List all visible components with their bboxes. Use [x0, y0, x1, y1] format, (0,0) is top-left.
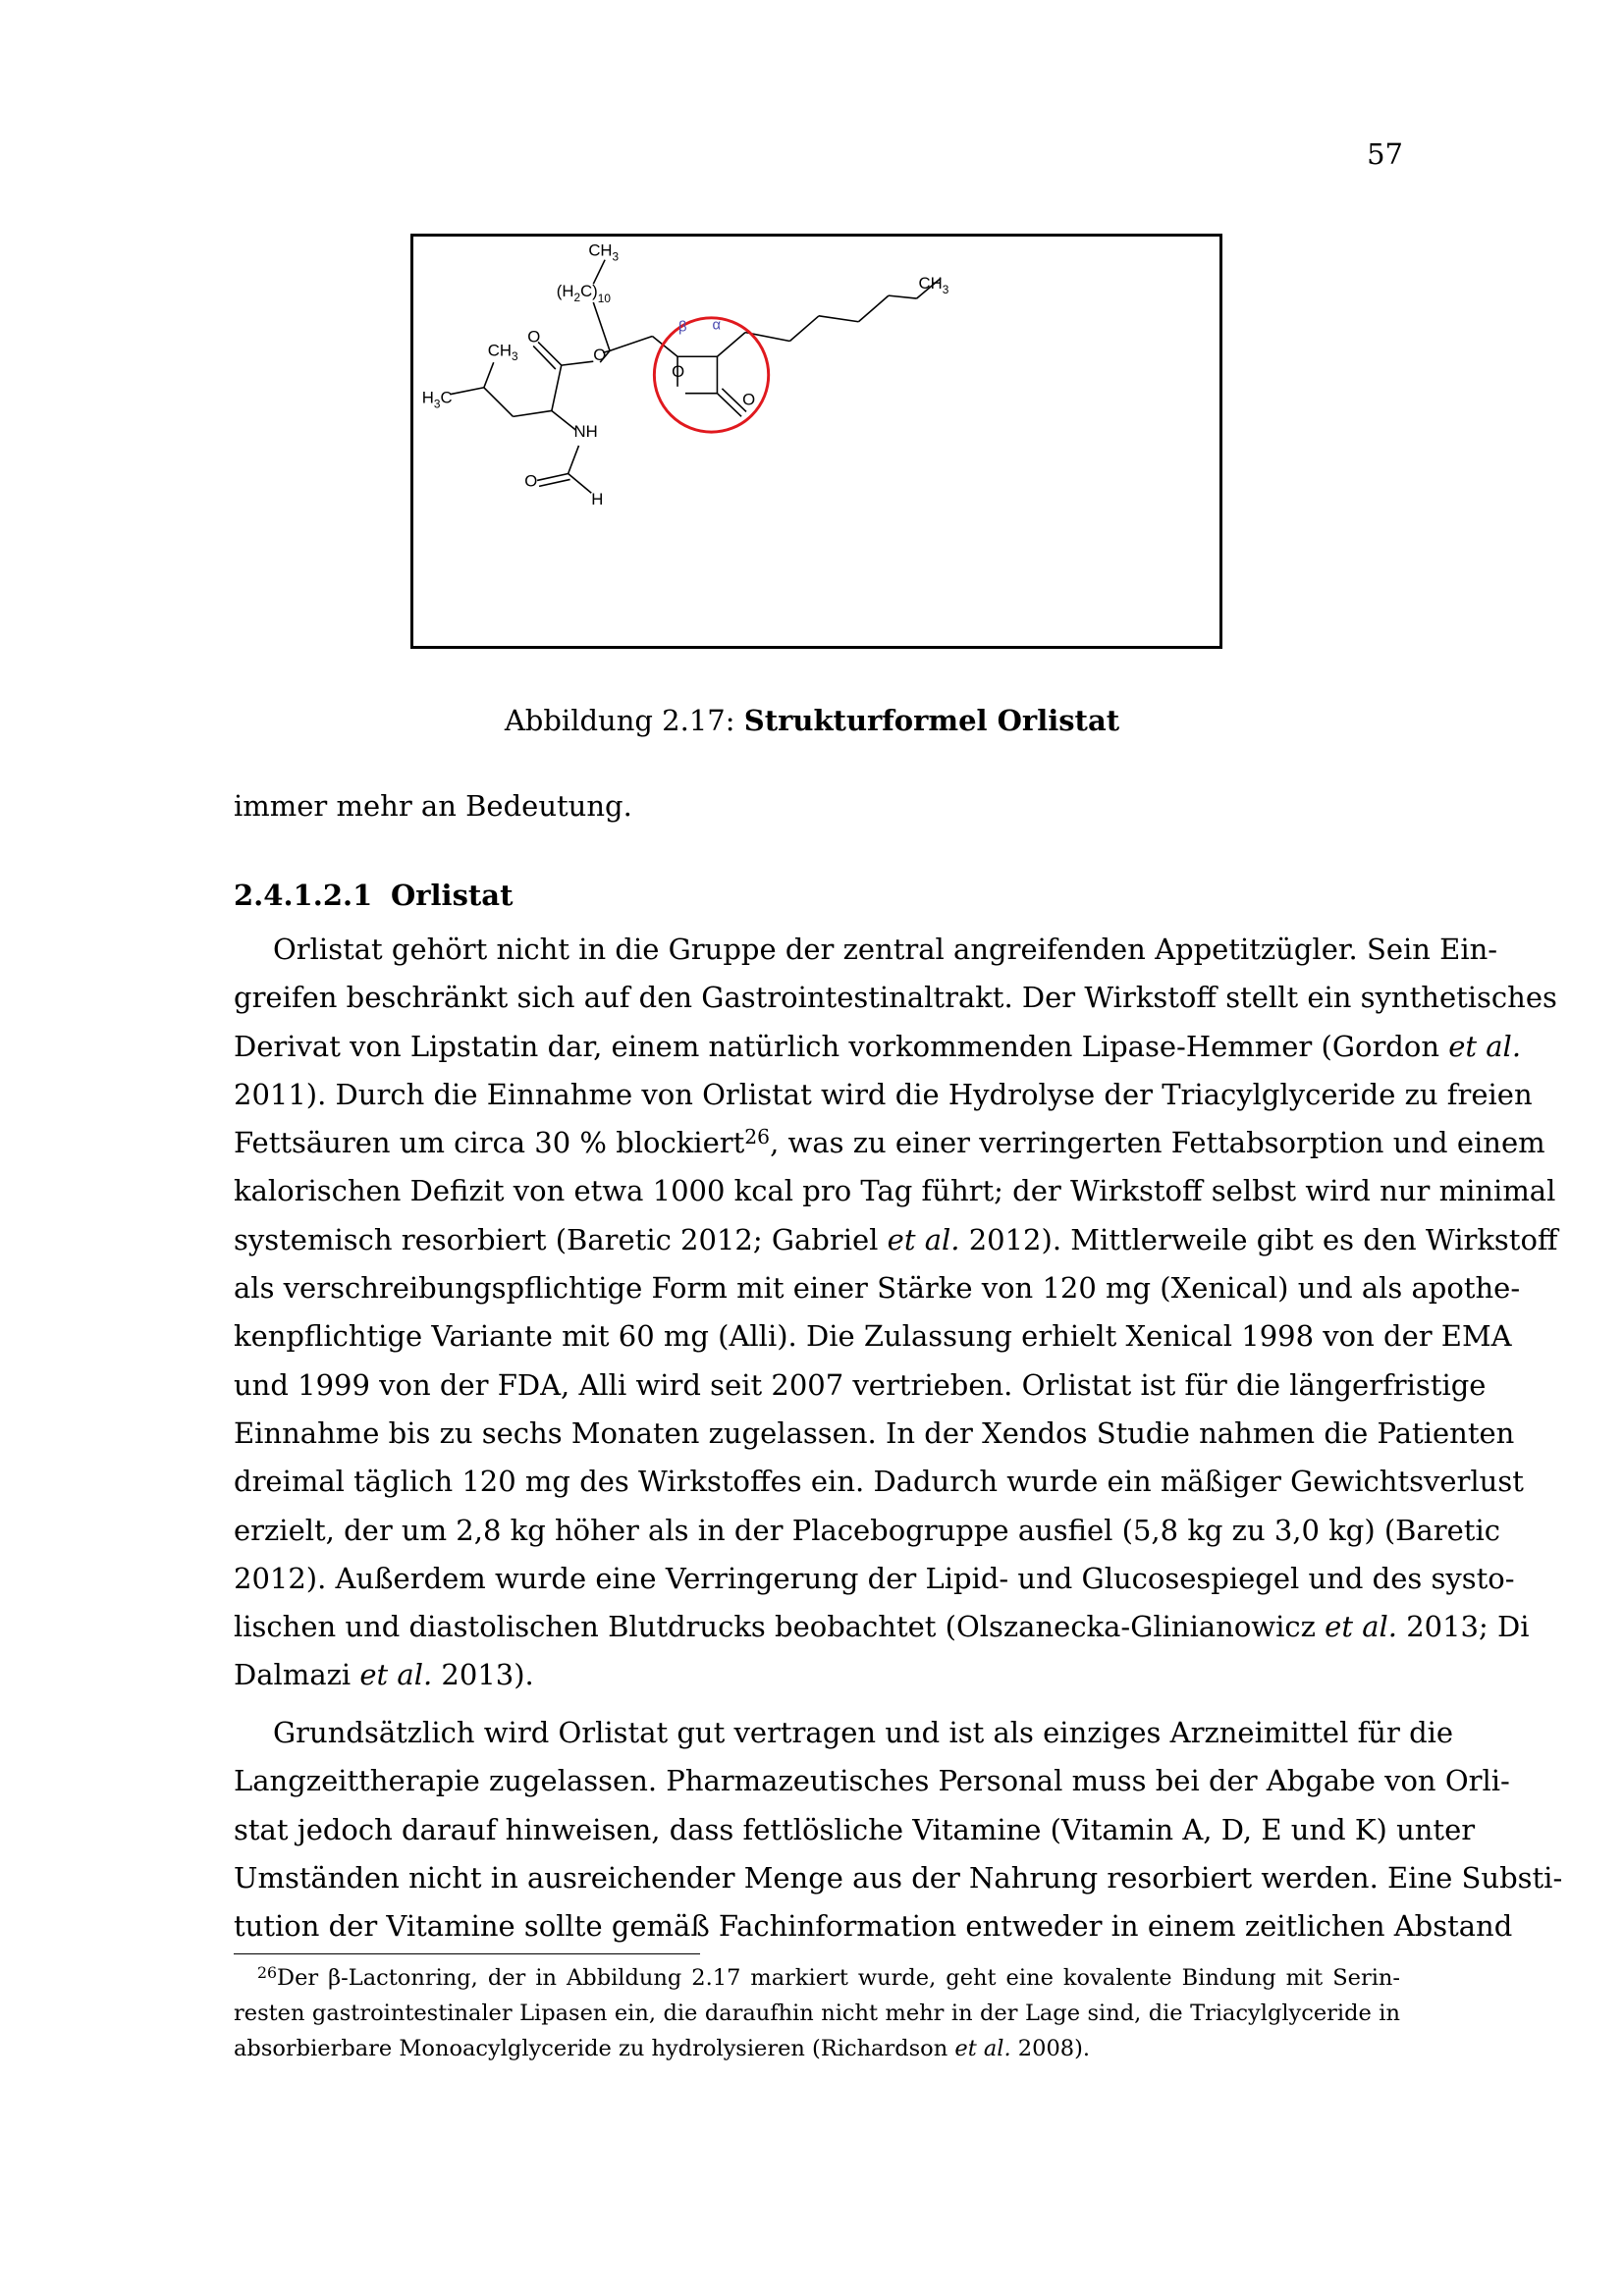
bond-lines	[450, 260, 941, 494]
text-line: lischen und diastolischen Blutdrucks beobachtet (Olszanecka-Glinianowicz et al. 2013; Di	[234, 1610, 1530, 1644]
label-ch3-top: $CH_3$	[588, 240, 620, 264]
text-line: Dalmazi et al. 2013).	[234, 1658, 534, 1692]
text-line: Einnahme bis zu sechs Monaten zugelassen. In der Xendos Studie nahmen die Patienten	[234, 1415, 1515, 1450]
caption-title: Strukturformel Orlistat	[743, 704, 1120, 737]
label-h2c-10: $(H_2C)_{10}$	[556, 282, 611, 306]
text-line: kalorischen Defizit von etwa 1000 kcal pro Tag führt; der Wirkstoff selbst wird nur minimal	[234, 1174, 1556, 1208]
label-h3c: $H_3C$	[421, 388, 453, 411]
caption-prefix: Abbildung 2.17:	[504, 704, 744, 737]
text-line: stat jedoch darauf hinweisen, dass fettlösliche Vitamine (Vitamin A, D, E und K) unter	[234, 1812, 1476, 1846]
text-line: 2012). Außerdem wurde eine Verringerung der Lipid- und Glucosespiegel und des systo-	[234, 1561, 1515, 1595]
footnote-line: absorbierbare Monoacylglyceride zu hydrolysieren (Richardson et al. 2008).	[234, 2036, 1090, 2061]
label-nh: NH	[573, 422, 598, 442]
label-h-formyl: H	[591, 490, 604, 509]
label-beta: β	[678, 319, 687, 336]
text-line: immer mehr an Bedeutung.	[234, 789, 632, 823]
text-line: kenpflichtige Variante mit 60 mg (Alli). Die Zulassung erhielt Xenical 1998 von der EMA	[234, 1319, 1512, 1354]
text-line: und 1999 von der FDA, Alli wird seit 2007 vertrieben. Orlistat ist für die längerfristige	[234, 1367, 1487, 1402]
text-line: Langzeittherapie zugelassen. Pharmazeutisches Personal muss bei der Abgabe von Orli-	[234, 1764, 1510, 1798]
footnote-line: resten gastrointestinaler Lipasen ein, die daraufhin nicht mehr in der Lage sind, die Triacylglyceride in	[234, 2001, 1400, 2026]
footnote-line: $^{26}$Der β-Lactonring, der in Abbildung 2.17 markiert wurde, geht eine kovalente Bindung mit Serin-	[257, 1962, 1400, 1991]
text-line: 2011). Durch die Einnahme von Orlistat wird die Hydrolyse der Triacylglyceride zu freien	[234, 1077, 1533, 1111]
label-o-ring-carbonyl: O	[742, 390, 756, 409]
section-title: Orlistat	[391, 879, 514, 912]
section-number: 2.4.1.2.1	[234, 879, 373, 912]
text-line: Derivat von Lipstatin dar, einem natürlich vorkommenden Lipase-Hemmer (Gordon et al.	[234, 1029, 1522, 1063]
footnote-mark: 26	[257, 1962, 278, 1982]
continuation-text	[234, 782, 1400, 830]
figure-caption	[0, 704, 1624, 737]
text-line: Grundsätzlich wird Orlistat gut vertragen und ist als einziges Arzneimittel für die	[273, 1716, 1454, 1749]
footnote-ref: 26	[744, 1125, 771, 1149]
label-o-formyl: O	[524, 471, 538, 491]
orlistat-structure-diagram	[413, 237, 1219, 646]
text-line: dreimal täglich 120 mg des Wirkstoffes ein. Dadurch wurde ein mäßiger Gewichtsverlust	[234, 1465, 1524, 1499]
figure-structural-formula	[410, 234, 1222, 649]
footnote-divider	[234, 1953, 700, 1954]
text-line: Fettsäuren um circa 30 % blockiert$^{26}$, was zu einer verringerten Fettabsorption und einem	[234, 1125, 1545, 1160]
label-alpha: α	[712, 317, 722, 334]
text-line: tution der Vitamine sollte gemäß Fachinformation entweder in einem zeitlichen Abstand	[234, 1909, 1513, 1944]
text-line: als verschreibungspflichtige Form mit einer Stärke von 120 mg (Xenical) und als apothe-	[234, 1271, 1521, 1306]
text-line: greifen beschränkt sich auf den Gastrointestinaltrakt. Der Wirkstoff stellt ein synthetisches	[234, 981, 1557, 1015]
text-line: Umständen nicht in ausreichender Menge aus der Nahrung resorbiert werden. Eine Substi-	[234, 1860, 1563, 1895]
label-o-ester: O	[593, 346, 607, 365]
paragraph-1	[234, 926, 1558, 1700]
paragraph-2	[234, 1709, 1563, 1950]
label-o-ester-carbonyl: O	[527, 327, 541, 347]
label-ch3-left: $CH_3$	[487, 341, 518, 364]
label-ch3-right: $CH_3$	[918, 274, 949, 297]
page-number: 57	[1367, 137, 1403, 171]
text-line: erzielt, der um 2,8 kg höher als in der Placebogruppe ausfiel (5,8 kg zu 3,0 kg) (Baretic	[234, 1513, 1500, 1547]
footnote	[234, 1960, 1400, 2066]
text-line: Orlistat gehört nicht in die Gruppe der zentral angreifenden Appetitzügler. Sein Ein-	[273, 933, 1498, 966]
section-heading	[234, 879, 513, 912]
text-line: systemisch resorbiert (Baretic 2012; Gabriel et al. 2012). Mittlerweile gibt es den Wirkstoff	[234, 1222, 1558, 1256]
label-o-ring: O	[672, 361, 685, 381]
